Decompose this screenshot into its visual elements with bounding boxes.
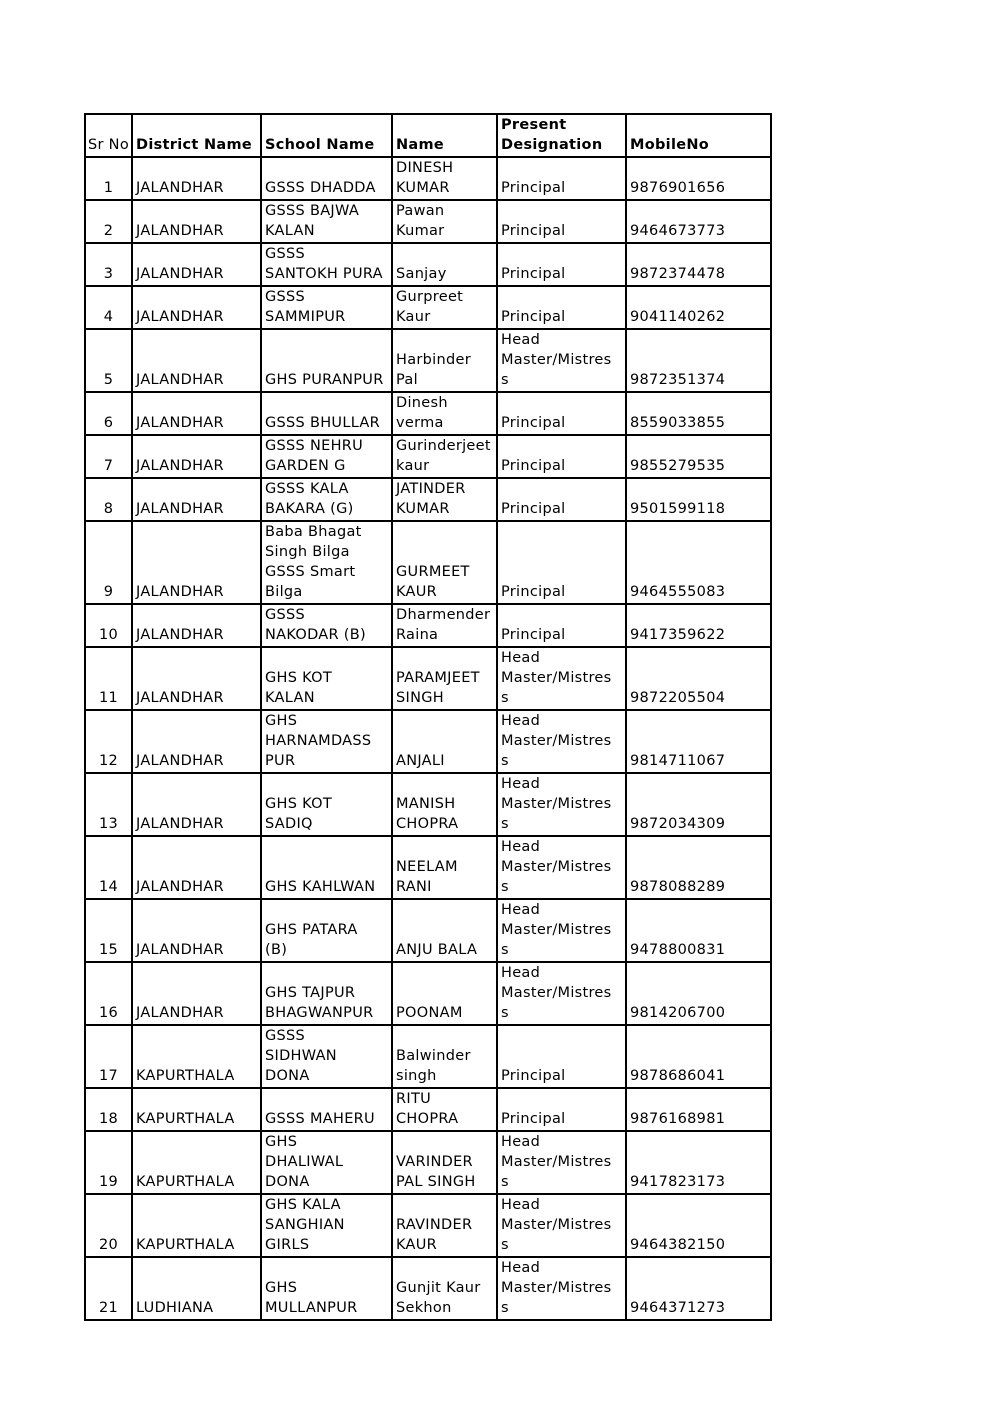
row-name: Gunjit Kaur Sekhon [392,1257,497,1320]
row-district-name: JALANDHAR [132,329,261,392]
header-mobile-no: MobileNo [626,114,771,157]
row-sr-no: 4 [85,286,132,329]
row-school-name: GSSS SANTOKH PURA [261,243,392,286]
row-sr-no: 18 [85,1088,132,1131]
row-present-designation: Head Master/Mistres s [497,329,626,392]
row-present-designation: Principal [497,243,626,286]
row-present-designation: Principal [497,200,626,243]
row-school-name: GHS DHALIWAL DONA [261,1131,392,1194]
header-name: Name [392,114,497,157]
row-mobile-no: 9878088289 [626,836,771,899]
staff-table [84,113,772,1321]
row-name: Gurpreet Kaur [392,286,497,329]
row-school-name: GHS KOT SADIQ [261,773,392,836]
table-row [85,392,771,435]
row-name: Pawan Kumar [392,200,497,243]
row-mobile-no: 9464555083 [626,521,771,604]
row-present-designation: Principal [497,1088,626,1131]
row-district-name: KAPURTHALA [132,1194,261,1257]
row-district-name: JALANDHAR [132,200,261,243]
row-sr-no: 2 [85,200,132,243]
row-present-designation: Head Master/Mistres s [497,773,626,836]
row-district-name: JALANDHAR [132,478,261,521]
row-district-name: JALANDHAR [132,435,261,478]
header-present-designation: Present Designation [497,114,626,157]
row-name: Balwinder singh [392,1025,497,1088]
row-present-designation: Head Master/Mistres s [497,710,626,773]
row-school-name: GHS KOT KALAN [261,647,392,710]
row-mobile-no: 9417823173 [626,1131,771,1194]
row-mobile-no: 9814206700 [626,962,771,1025]
table-row [85,286,771,329]
row-mobile-no: 9501599118 [626,478,771,521]
row-mobile-no: 9464673773 [626,200,771,243]
row-name: Gurinderjeet kaur [392,435,497,478]
row-sr-no: 1 [85,157,132,200]
row-district-name: JALANDHAR [132,710,261,773]
table-row [85,647,771,710]
table-row [85,200,771,243]
row-name: Dharmender Raina [392,604,497,647]
row-school-name: GHS KAHLWAN [261,836,392,899]
table-row [85,157,771,200]
row-mobile-no: 9876901656 [626,157,771,200]
row-school-name: GHS HARNAMDASS PUR [261,710,392,773]
header-row [85,114,771,157]
row-sr-no: 9 [85,521,132,604]
row-district-name: JALANDHAR [132,243,261,286]
row-sr-no: 17 [85,1025,132,1088]
row-present-designation: Head Master/Mistres s [497,836,626,899]
row-present-designation: Principal [497,286,626,329]
row-name: Sanjay [392,243,497,286]
row-sr-no: 15 [85,899,132,962]
table-row [85,1088,771,1131]
row-name: ANJU BALA [392,899,497,962]
row-name: Dinesh verma [392,392,497,435]
row-mobile-no: 9478800831 [626,899,771,962]
row-school-name: GSSS DHADDA [261,157,392,200]
row-district-name: JALANDHAR [132,899,261,962]
row-district-name: KAPURTHALA [132,1131,261,1194]
row-name: ANJALI [392,710,497,773]
row-mobile-no: 9814711067 [626,710,771,773]
row-school-name: GSSS SAMMIPUR [261,286,392,329]
row-district-name: JALANDHAR [132,604,261,647]
row-school-name: GSSS NAKODAR (B) [261,604,392,647]
row-mobile-no: 9872034309 [626,773,771,836]
row-sr-no: 12 [85,710,132,773]
row-sr-no: 10 [85,604,132,647]
table-row [85,478,771,521]
row-school-name: GHS PATARA (B) [261,899,392,962]
row-name: NEELAM RANI [392,836,497,899]
row-mobile-no: 9464382150 [626,1194,771,1257]
row-present-designation: Head Master/Mistres s [497,962,626,1025]
row-sr-no: 3 [85,243,132,286]
row-mobile-no: 9872374478 [626,243,771,286]
table-row [85,836,771,899]
table-row [85,899,771,962]
row-district-name: JALANDHAR [132,521,261,604]
table-row [85,435,771,478]
row-sr-no: 19 [85,1131,132,1194]
row-name: VARINDER PAL SINGH [392,1131,497,1194]
row-name: PARAMJEET SINGH [392,647,497,710]
row-present-designation: Principal [497,435,626,478]
row-present-designation: Head Master/Mistres s [497,647,626,710]
row-mobile-no: 8559033855 [626,392,771,435]
row-school-name: GHS KALA SANGHIAN GIRLS [261,1194,392,1257]
row-school-name: GSSS BHULLAR [261,392,392,435]
row-sr-no: 14 [85,836,132,899]
header-school-name: School Name [261,114,392,157]
row-mobile-no: 9872205504 [626,647,771,710]
table-row [85,962,771,1025]
table-row [85,710,771,773]
row-present-designation: Principal [497,604,626,647]
header-district-name: District Name [132,114,261,157]
row-present-designation: Principal [497,392,626,435]
table-row [85,773,771,836]
row-school-name: GHS MULLANPUR [261,1257,392,1320]
row-district-name: JALANDHAR [132,773,261,836]
table-row [85,1257,771,1320]
row-school-name: GSSS BAJWA KALAN [261,200,392,243]
row-district-name: JALANDHAR [132,157,261,200]
row-sr-no: 11 [85,647,132,710]
row-district-name: JALANDHAR [132,647,261,710]
table-row [85,329,771,392]
row-sr-no: 5 [85,329,132,392]
row-present-designation: Principal [497,521,626,604]
row-present-designation: Head Master/Mistres s [497,1257,626,1320]
row-district-name: JALANDHAR [132,392,261,435]
row-district-name: LUDHIANA [132,1257,261,1320]
row-present-designation: Head Master/Mistres s [497,899,626,962]
row-school-name: GHS PURANPUR [261,329,392,392]
header-sr-no: Sr No [85,114,132,157]
row-name: Harbinder Pal [392,329,497,392]
row-name: RITU CHOPRA [392,1088,497,1131]
row-district-name: JALANDHAR [132,286,261,329]
row-sr-no: 21 [85,1257,132,1320]
row-mobile-no: 9878686041 [626,1025,771,1088]
row-name: JATINDER KUMAR [392,478,497,521]
row-present-designation: Head Master/Mistres s [497,1131,626,1194]
table-row [85,604,771,647]
row-name: POONAM [392,962,497,1025]
row-present-designation: Head Master/Mistres s [497,1194,626,1257]
row-sr-no: 20 [85,1194,132,1257]
row-school-name: GSSS MAHERU [261,1088,392,1131]
row-mobile-no: 9041140262 [626,286,771,329]
row-name: GURMEET KAUR [392,521,497,604]
row-mobile-no: 9464371273 [626,1257,771,1320]
row-name: MANISH CHOPRA [392,773,497,836]
table-row [85,1025,771,1088]
row-district-name: KAPURTHALA [132,1025,261,1088]
table-row [85,1194,771,1257]
row-district-name: KAPURTHALA [132,1088,261,1131]
row-district-name: JALANDHAR [132,836,261,899]
table-row [85,521,771,604]
row-school-name: GSSS SIDHWAN DONA [261,1025,392,1088]
row-mobile-no: 9855279535 [626,435,771,478]
row-school-name: GSSS KALA BAKARA (G) [261,478,392,521]
row-mobile-no: 9872351374 [626,329,771,392]
row-mobile-no: 9876168981 [626,1088,771,1131]
row-present-designation: Principal [497,478,626,521]
row-school-name: GHS TAJPUR BHAGWANPUR [261,962,392,1025]
table-row [85,1131,771,1194]
row-sr-no: 6 [85,392,132,435]
row-present-designation: Principal [497,1025,626,1088]
row-school-name: Baba Bhagat Singh Bilga GSSS Smart Bilga [261,521,392,604]
row-sr-no: 7 [85,435,132,478]
row-school-name: GSSS NEHRU GARDEN G [261,435,392,478]
row-sr-no: 16 [85,962,132,1025]
row-district-name: JALANDHAR [132,962,261,1025]
row-name: RAVINDER KAUR [392,1194,497,1257]
row-sr-no: 13 [85,773,132,836]
table-row [85,243,771,286]
row-name: DINESH KUMAR [392,157,497,200]
row-mobile-no: 9417359622 [626,604,771,647]
row-sr-no: 8 [85,478,132,521]
row-present-designation: Principal [497,157,626,200]
